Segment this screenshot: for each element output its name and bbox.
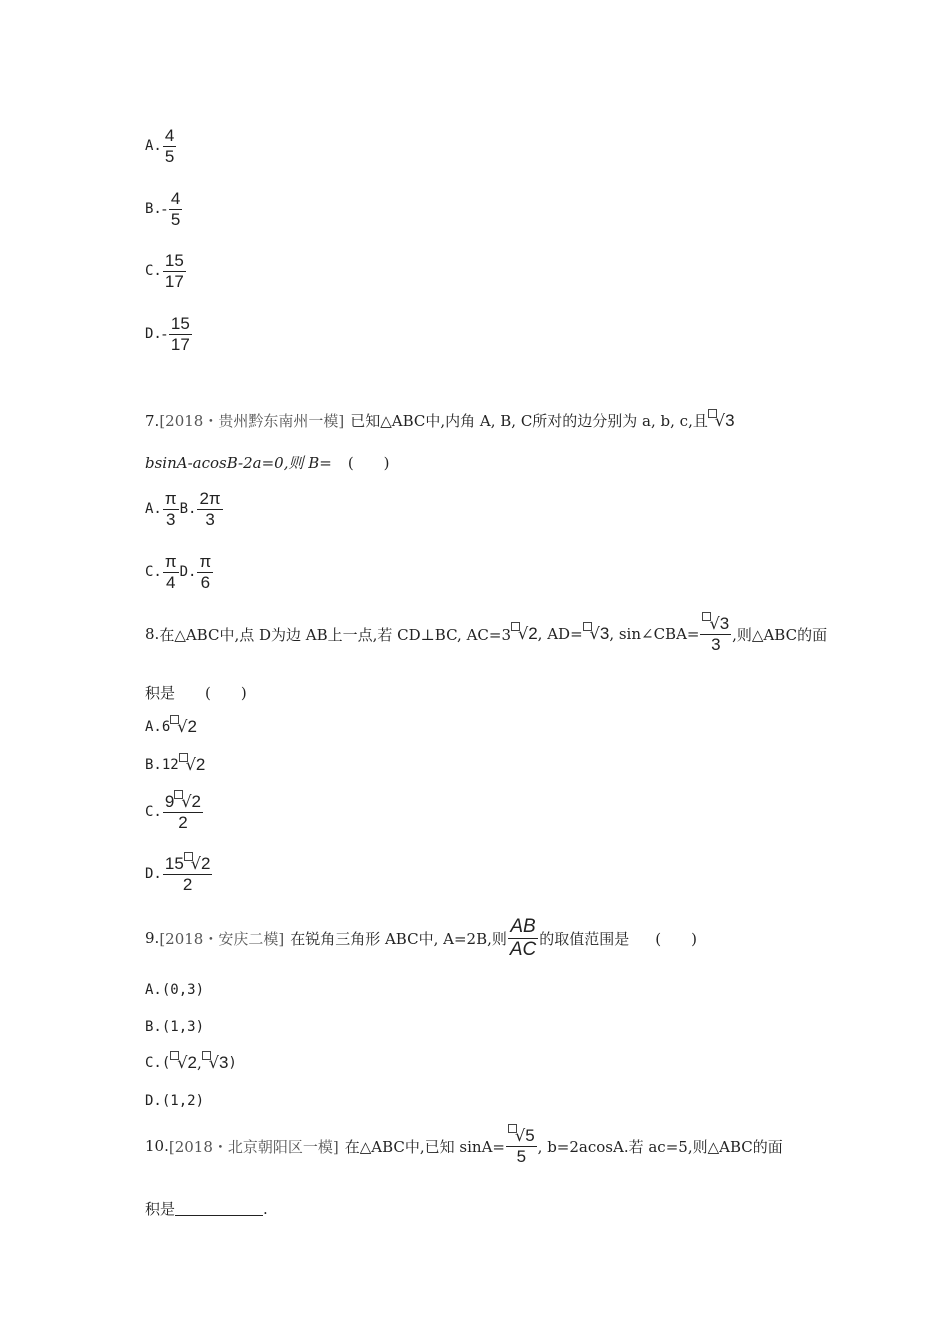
answer-blank[interactable] [175, 1201, 263, 1216]
q8-option-b: B. 12 √ 2 [145, 755, 206, 774]
q6-option-a: A. $\frac{4}{5}$ [145, 126, 175, 166]
q8-stem-line2: 积是 ( ) [145, 684, 247, 702]
radical: √ 2 [170, 717, 197, 737]
fraction: $\frac{2\pi}{3}$ [199, 489, 221, 529]
radical: √ 3 [583, 624, 610, 644]
q9-option-d: D. (1,2) [145, 1093, 205, 1109]
q7-options-ab: A. $\frac{\pi}{3}$ B. $\frac{2\pi}{3}$ [145, 489, 221, 529]
q6-option-b: B. - $\frac{4}{5}$ [145, 189, 181, 229]
q8-option-a: A. 6 √ 2 [145, 717, 197, 736]
radical: √ 2 [511, 624, 538, 644]
fraction: $\frac{4}{5}$ [164, 126, 175, 166]
q9-option-b: B. (1,3) [145, 1019, 205, 1035]
fraction: 9 √ 2 2 [164, 792, 201, 832]
q7-stem-line2: bsinA-acosB-2a=0,则 B= ( ) [145, 454, 390, 472]
q7-source: [2018・贵州黔东南州一模] [159, 412, 345, 430]
fraction: $\frac{4}{5}$ [170, 189, 181, 229]
radical: √ 3 [708, 411, 735, 431]
q6-option-c: C. $\frac{15}{17}$ [145, 251, 184, 291]
q9-stem: 9. [2018・安庆二模] 在锐角三角形 ABC中, A=2B,则 $\frac{AB}{AC}$ 的取值范围是 ( ) [145, 916, 697, 960]
fraction: $\frac{\pi}{3}$ [164, 489, 177, 529]
fraction: $\frac{\pi}{6}$ [199, 552, 212, 592]
q9-option-a: A. (0,3) [145, 982, 205, 998]
q8-option-d: D. 15 √ 2 2 [145, 854, 211, 894]
fraction: 15 √ 2 2 [164, 854, 211, 894]
radical: √ 2 [179, 755, 206, 775]
q8-stem-line1: 8. 在△ABC中,点 D为边 AB上一点,若 CD⊥BC, AC=3 √ 2 , AD= √ 3 , sin∠CBA= √ 3 3 ,则△ABC的面 [145, 614, 828, 654]
q10-stem-line2: 积是 . [145, 1199, 268, 1218]
radical: √ 3 [202, 1053, 229, 1073]
fraction: $\frac{AB}{AC}$ [509, 916, 537, 960]
fraction: √ 5 5 [506, 1127, 537, 1166]
fraction: $\frac{15}{17}$ [164, 251, 184, 291]
q8-option-c: C. 9 √ 2 2 [145, 792, 201, 832]
q6-option-d: D. - $\frac{15}{17}$ [145, 314, 190, 354]
q7-stem-line1: 7. [2018・贵州黔东南州一模] 已知△ABC中,内角 A, B, C所对的边分别为 a, b, c,且 √ 3 [145, 410, 735, 430]
q10-source: [2018・北京朝阳区一模] [168, 1137, 339, 1156]
q9-source: [2018・安庆二模] [159, 929, 285, 948]
q7-options-cd: C. $\frac{\pi}{4}$ D. $\frac{\pi}{6}$ [145, 552, 212, 592]
fraction: $\frac{\pi}{4}$ [164, 552, 177, 592]
q10-stem-line1: 10. [2018・北京朝阳区一模] 在△ABC中,已知 sinA= √ 5 5 , b=2acosA.若 ac=5,则△ABC的面 [145, 1126, 783, 1166]
radical: √ 2 [170, 1053, 197, 1073]
q9-option-c: C. ( √ 2 , √ 3 ) [145, 1053, 237, 1072]
fraction: $\frac{15}{17}$ [170, 314, 190, 354]
fraction: √ 3 3 [700, 615, 731, 654]
